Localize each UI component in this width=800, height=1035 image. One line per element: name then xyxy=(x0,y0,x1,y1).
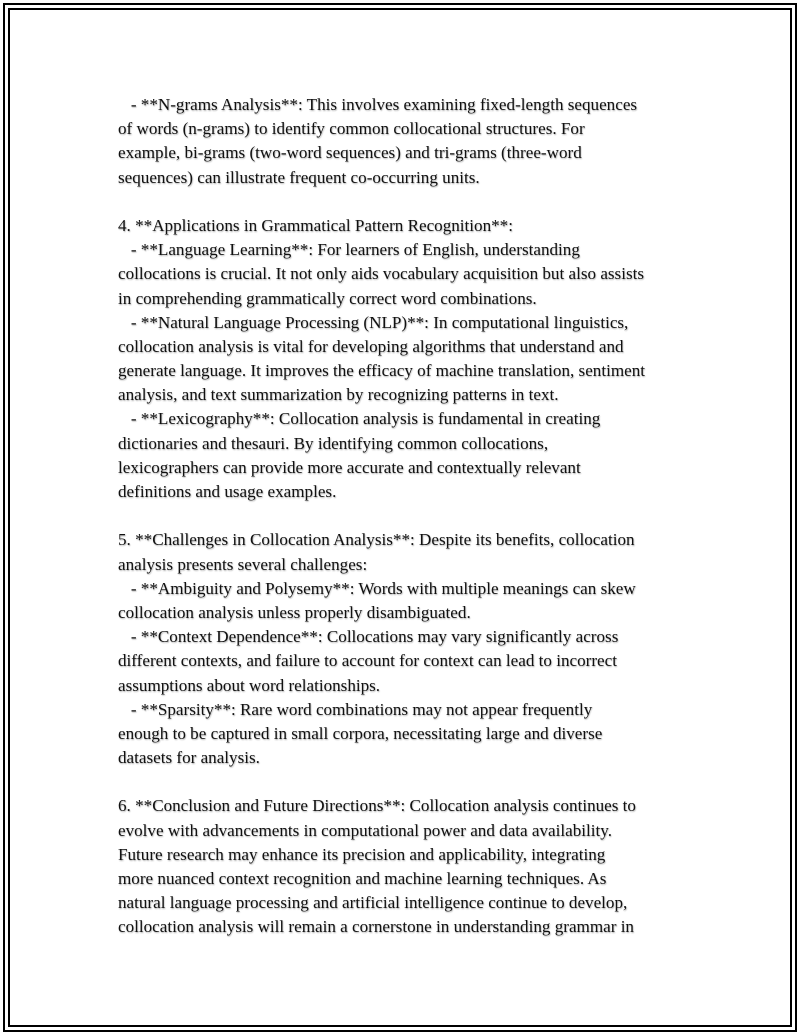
text-line: of words (n-grams) to identify common collocational structures. For xyxy=(118,119,585,139)
section-heading: 5. **Challenges in Collocation Analysis**: Despite its benefits, collocation xyxy=(118,530,635,550)
text-line: natural language processing and artificial intelligence continue to develop, xyxy=(118,893,628,913)
text-line: different contexts, and failure to account for context can lead to incorrect xyxy=(118,651,617,671)
text-line: - **Sparsity**: Rare word combinations may not appear frequently xyxy=(118,699,593,719)
text-line: analysis presents several challenges: xyxy=(118,554,368,574)
text-line: evolve with advancements in computational power and data availability. xyxy=(118,820,612,840)
text-line: - **Context Dependence**: Collocations may vary significantly across xyxy=(118,627,619,647)
text-line: collocations is crucial. It not only aids vocabulary acquisition but also assists xyxy=(118,264,645,284)
text-line: assumptions about word relationships. xyxy=(118,675,381,695)
text-line: Future research may enhance its precision and applicability, integrating xyxy=(118,844,606,864)
text-line: generate language. It improves the efficacy of machine translation, sentiment xyxy=(118,361,646,381)
text-line: example, bi-grams (two-word sequences) and tri-grams (three-word xyxy=(118,143,582,163)
text-line: datasets for analysis. xyxy=(118,748,260,768)
text-line: - **Lexicography**: Collocation analysis is fundamental in creating xyxy=(118,409,601,429)
text-line: definitions and usage examples. xyxy=(118,482,337,501)
text-line: - **N-grams Analysis**: This involves examining fixed-length sequences xyxy=(118,95,638,114)
text-line: more nuanced context recognition and machine learning techniques. As xyxy=(118,869,607,888)
text-line: - **Ambiguity and Polysemy**: Words with multiple meanings can skew xyxy=(118,578,636,598)
section-heading: 4. **Applications in Grammatical Pattern Recognition**: xyxy=(118,215,513,235)
paragraph-gap xyxy=(118,190,698,214)
text-line: dictionaries and thesauri. By identifying common collocations, xyxy=(118,433,549,453)
text-line: - **Language Learning**: For learners of English, understanding xyxy=(118,240,580,260)
text-line: collocation analysis will remain a cornerstone in understanding grammar in xyxy=(118,917,634,937)
text-line: collocation analysis is vital for developing algorithms that understand and xyxy=(118,336,624,356)
text-line: in comprehending grammatically correct word combinations. xyxy=(118,288,537,308)
text-line: - **Natural Language Processing (NLP)**: In computational linguistics, xyxy=(118,312,629,332)
text-line: sequences) can illustrate frequent co-occurring units. xyxy=(118,167,480,187)
section-heading: 6. **Conclusion and Future Directions**: Collocation analysis continues to xyxy=(118,796,636,816)
text-line: analysis, and text summarization by recognizing patterns in text. xyxy=(118,385,559,405)
text-line: lexicographers can provide more accurate and contextually relevant xyxy=(118,457,581,477)
text-line: enough to be captured in small corpora, necessitating large and diverse xyxy=(118,723,603,743)
document-body xyxy=(118,93,698,940)
paragraph-gap xyxy=(118,504,698,528)
text-line: collocation analysis unless properly disambiguated. xyxy=(118,602,471,622)
paragraph-gap xyxy=(118,770,698,794)
